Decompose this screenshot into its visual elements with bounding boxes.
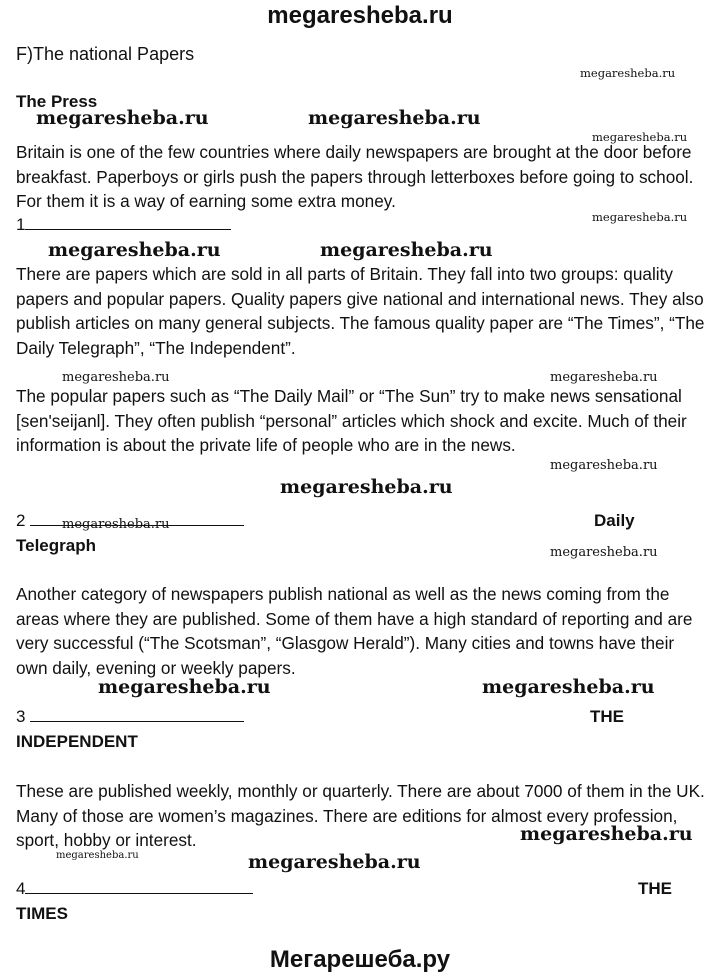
blank-number: 1 xyxy=(16,215,26,234)
page-footer-site: Мегарешеба.ру xyxy=(269,946,451,973)
watermark: megaresheba.ru xyxy=(308,107,481,129)
watermark: megaresheba.ru xyxy=(56,850,139,861)
watermark: megaresheba.ru xyxy=(62,517,170,532)
watermark: megaresheba.ru xyxy=(550,370,658,385)
blank-4 xyxy=(16,879,253,899)
blank-number: 3 xyxy=(16,707,26,726)
page-header-site: megaresheba.ru xyxy=(267,2,453,29)
watermark: megaresheba.ru xyxy=(280,476,453,498)
answer-2-line-2: Telegraph xyxy=(16,536,96,555)
watermark: megaresheba.ru xyxy=(550,458,658,473)
answer-3-line-2: INDEPENDENT xyxy=(16,732,138,751)
watermark: megaresheba.ru xyxy=(62,370,170,385)
paragraph-2: There are papers which are sold in all parts of Britain. They fall into two groups: quality papers and popular papers. Quality papers give national and international news. They also publish articles on many general subjects. The famous quality paper are “The Times”, “The Daily Telegraph”, “The Independent”. xyxy=(16,264,705,358)
watermark: megaresheba.ru xyxy=(592,130,688,144)
watermark: megaresheba.ru xyxy=(48,239,221,261)
watermark: megaresheba.ru xyxy=(592,210,688,224)
watermark: megaresheba.ru xyxy=(550,545,658,560)
blank-number: 2 xyxy=(16,511,26,530)
paragraph-5: These are published weekly, monthly or quarterly. There are about 7000 of them in the UK. Many of those are women’s magazines. There are editions for almost every profession, sport, hobby or interest. xyxy=(16,781,705,850)
section-title: F)The national Papers xyxy=(16,44,195,64)
blank-number: 4 xyxy=(16,879,26,898)
answer-2-line-1: Daily xyxy=(594,511,635,530)
answer-3-line-1: THE xyxy=(590,707,624,726)
answer-line xyxy=(30,720,244,722)
watermark: megaresheba.ru xyxy=(248,851,421,873)
heading-the-press: The Press xyxy=(16,92,98,111)
watermark: megaresheba.ru xyxy=(482,676,655,698)
answer-4-line-2: TIMES xyxy=(16,904,68,923)
blank-3 xyxy=(16,707,244,727)
paragraph-4: Another category of newspapers publish national as well as the news coming from the areas where they are published. Some of them have a high standard of reporting and are very successful (“The Scotsman”, “Glasgow Herald”). Many cities and towns have their own daily, evening or weekly papers. xyxy=(16,584,693,678)
answer-line xyxy=(25,892,253,894)
blank-1 xyxy=(16,215,231,235)
paragraph-3: The popular papers such as “The Daily Mail” or “The Sun” try to make news sensational [sen'seijanl]. They often publish “personal” articles which shock and excite. Much of their information is about the private life of people who are in the news. xyxy=(16,386,687,455)
answer-4-line-1: THE xyxy=(638,879,672,898)
watermark: megaresheba.ru xyxy=(320,239,493,261)
watermark: megaresheba.ru xyxy=(520,823,693,845)
watermark: megaresheba.ru xyxy=(36,107,209,129)
watermark: megaresheba.ru xyxy=(580,66,676,80)
watermark: megaresheba.ru xyxy=(98,676,271,698)
answer-line xyxy=(25,228,231,230)
paragraph-1: Britain is one of the few countries where daily newspapers are brought at the door before breakfast. Paperboys or girls push the papers through letterboxes before going to school. For them it is a way of earning some extra money. xyxy=(16,142,694,211)
